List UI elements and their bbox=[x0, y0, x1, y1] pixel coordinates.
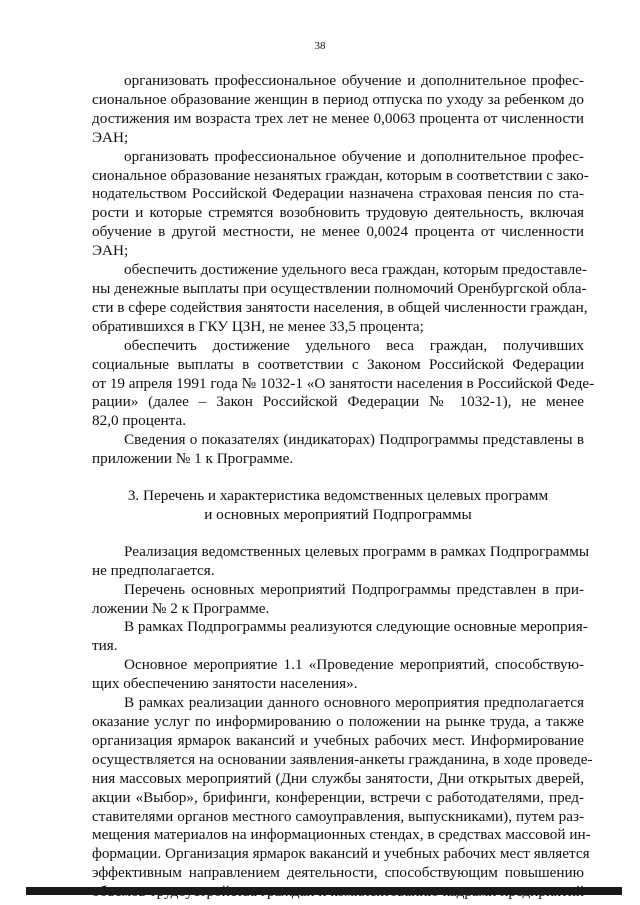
text-line: не предполагается. bbox=[92, 561, 215, 579]
page-bottom-rule bbox=[26, 887, 622, 895]
paragraph-social-payments bbox=[92, 336, 595, 432]
text-line: В рамках Подпрограммы реализуются следующие основные мероприя- bbox=[124, 618, 588, 636]
text-line: обратившихся в ГКУ ЦЗН, не менее 33,5 процента; bbox=[92, 317, 424, 335]
text-line: Реализация ведомственных целевых программ в рамках Подпрограммы bbox=[124, 542, 590, 560]
text-line: оказание услуг по информированию о положении на рынке труда, а также bbox=[92, 713, 584, 730]
text-line: достижения им возраста трех лет не менее 0,0063 процента от численности bbox=[92, 109, 584, 127]
text-line: мещения материалов на информационных стендах, в средствах массовой ин- bbox=[92, 826, 591, 844]
document-body bbox=[92, 72, 595, 902]
text-line: Перечень основных мероприятий Подпрограммы представлен в при- bbox=[124, 580, 584, 598]
paragraph-women-training bbox=[92, 72, 584, 148]
text-line: ния массовых мероприятий (Дни службы занятости, Дни открытых дверей, bbox=[92, 769, 584, 787]
text-line: тия. bbox=[92, 637, 118, 655]
text-line: организовать профессиональное обучение и дополнительное профес- bbox=[124, 72, 584, 89]
section-heading-line: и основных мероприятий Подпрограммы bbox=[204, 505, 472, 523]
text-line: ны денежные выплаты при осуществлении полномочий Оренбургской обла- bbox=[92, 279, 587, 297]
text-line: рости и которые стремятся возобновить трудовую деятельность, включая bbox=[92, 204, 584, 222]
paragraph-activity-list bbox=[92, 581, 584, 619]
text-line: формации. Организация ярмарок вакансий и учебных рабочих мест является bbox=[92, 845, 590, 863]
text-line: ЭАН; bbox=[92, 242, 129, 260]
text-line: организация ярмарок вакансий и учебных рабочих мест. Информирование bbox=[92, 731, 584, 749]
paragraph-target-programs bbox=[92, 542, 590, 581]
paragraph-cash-payments bbox=[92, 261, 588, 337]
text-line: сти в сфере содействия занятости населения, в общей численности граждан, bbox=[92, 298, 588, 316]
text-line: Сведения о показателях (индикаторах) Подпрограммы представлены в bbox=[124, 431, 584, 449]
text-line: обеспечить достижение удельного веса граждан, которым предоставле- bbox=[124, 261, 587, 279]
text-line: ставителями органов местного самоуправления, выпускниками), путем раз- bbox=[92, 807, 584, 825]
text-line: сиональное образование женщин в период отпуска по уходу за ребенком до bbox=[92, 90, 584, 108]
paragraph-indicators bbox=[92, 431, 584, 469]
text-line: акции «Выбор», брифинги, конференции, встречи с работодателями, пред- bbox=[92, 788, 584, 806]
text-line: щих обеспечению занятости населения». bbox=[92, 675, 358, 693]
text-line: социальные выплаты в соответствии с Законом Российской Федерации bbox=[92, 355, 584, 373]
text-line: осуществляется на основании заявления-анкеты гражданина, в ходе проведе- bbox=[92, 750, 593, 768]
text-line: 82,0 процента. bbox=[92, 412, 187, 430]
text-line: сиональное образование незанятых граждан, которым в соответствии с зако- bbox=[92, 166, 589, 184]
text-line: организовать профессиональное обучение и дополнительное профес- bbox=[124, 147, 584, 165]
text-line: рации» (далее – Закон Российской Федерации № 1032-1), не менее bbox=[92, 393, 584, 411]
paragraph-activity-description bbox=[92, 694, 593, 902]
text-line: эффективным направлением деятельности, способствующим повышению bbox=[92, 864, 584, 882]
section-heading-line: 3. Перечень и характеристика ведомственных целевых программ bbox=[127, 487, 549, 505]
text-line: ложении № 2 к Программе. bbox=[92, 599, 270, 617]
text-line: ЭАН; bbox=[92, 128, 129, 146]
text-line: обучение в другой местности, не менее 0,0024 процента от численности bbox=[92, 223, 584, 241]
section-heading bbox=[92, 487, 584, 525]
text-line: приложении № 1 к Программе. bbox=[92, 450, 294, 468]
text-line: от 19 апреля 1991 года № 1032-1 «О занятости населения в Российской Феде- bbox=[92, 374, 595, 392]
text-line: Основное мероприятие 1.1 «Проведение мероприятий, способствую- bbox=[124, 656, 584, 674]
text-line: нодательством Российской Федерации назначена страховая пенсия по ста- bbox=[92, 185, 584, 203]
paragraph-pensioner-training bbox=[92, 147, 589, 261]
text-line: обеспечить достижение удельного веса граждан, получивших bbox=[124, 336, 584, 354]
page-number: 38 bbox=[314, 40, 326, 52]
text-line: В рамках реализации данного основного мероприятия предполагается bbox=[124, 694, 584, 712]
paragraph-main-activities bbox=[92, 618, 588, 656]
paragraph-activity-1-1 bbox=[92, 656, 584, 694]
